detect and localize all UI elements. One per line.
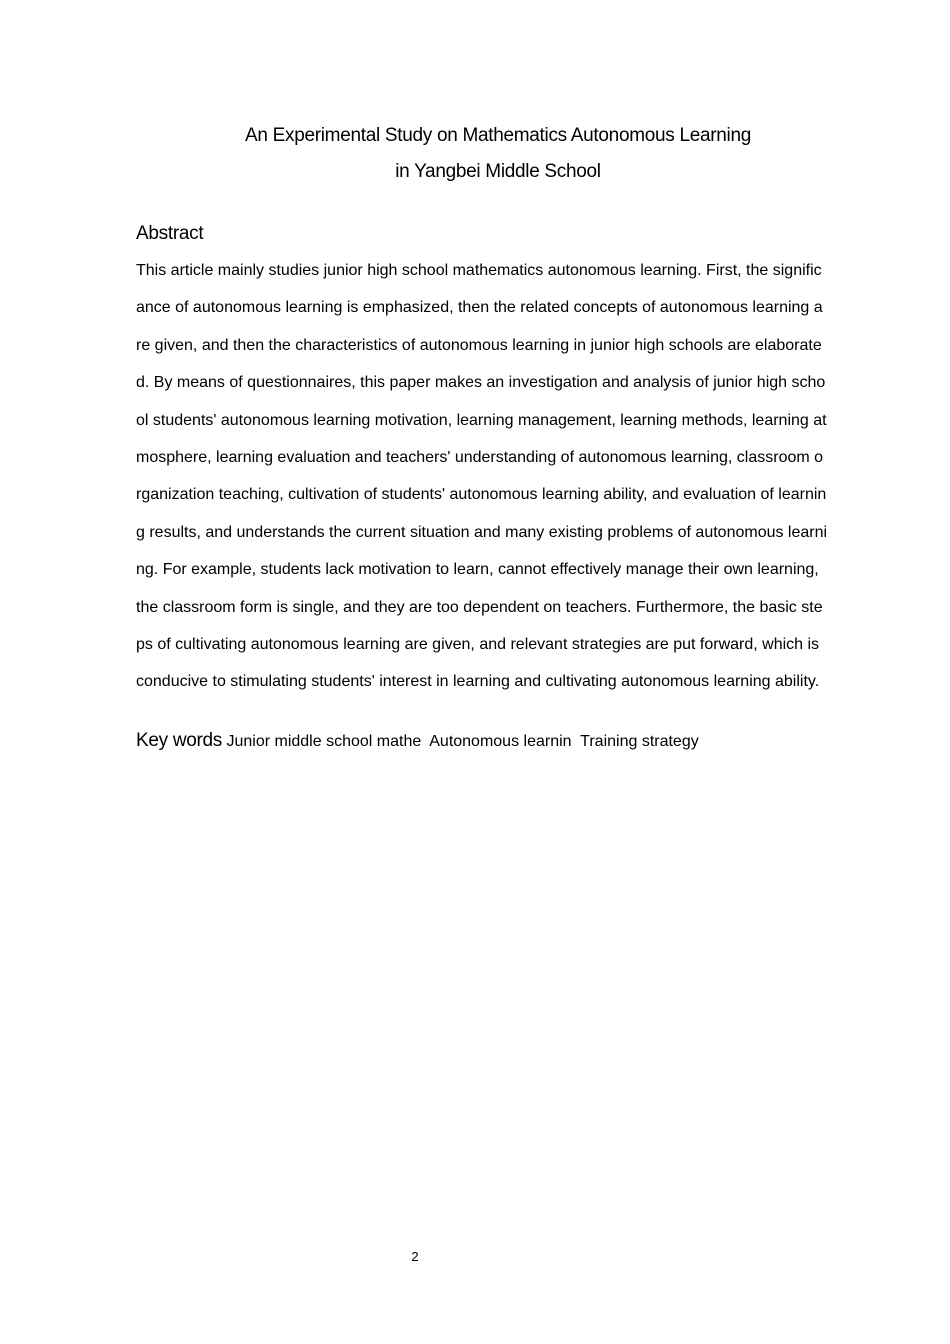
keywords	[136, 730, 699, 752]
abstract-line: conducive to stimulating students' interest in learning and cultivating autonomous learning ability.	[136, 673, 820, 691]
abstract-line: This article mainly studies junior high school mathematics autonomous learning. First, the signific	[136, 262, 822, 279]
abstract-line: ps of cultivating autonomous learning are given, and relevant strategies are put forward, which is	[136, 635, 820, 653]
abstract-line: d. By means of questionnaires, this paper makes an investigation and analysis of junior high scho	[136, 374, 826, 392]
abstract-body	[136, 260, 866, 709]
abstract-line: the classroom form is single, and they are too dependent on teachers. Furthermore, the basic ste	[136, 598, 823, 616]
paper-title-line-1: An Experimental Study on Mathematics Autonomous Learning	[245, 125, 751, 146]
abstract-line: g results, and understands the current situation and many existing problems of autonomous learni	[136, 523, 828, 541]
abstract-line: rganization teaching, cultivation of students' autonomous learning ability, and evaluation of learnin	[136, 486, 827, 504]
abstract-line: ance of autonomous learning is emphasized, then the related concepts of autonomous learning a	[136, 299, 823, 317]
abstract-line: ol students' autonomous learning motivation, learning management, learning methods, learning at	[136, 411, 827, 429]
abstract-line: mosphere, learning evaluation and teachers' understanding of autonomous learning, classroom o	[136, 448, 824, 466]
abstract-line: ng. For example, students lack motivation to learn, cannot effectively manage their own learning,	[136, 561, 819, 579]
paper-title-line-2: in Yangbei Middle School	[395, 161, 601, 182]
keywords-label: Key words	[136, 730, 223, 751]
page-number: 2	[411, 1249, 419, 1264]
abstract-line: re given, and then the characteristics of autonomous learning in junior high schools are elaborate	[136, 336, 822, 354]
abstract-heading: Abstract	[136, 223, 204, 244]
keywords-text: Junior middle school mathe Autonomous learnin Training strategy	[226, 733, 699, 750]
